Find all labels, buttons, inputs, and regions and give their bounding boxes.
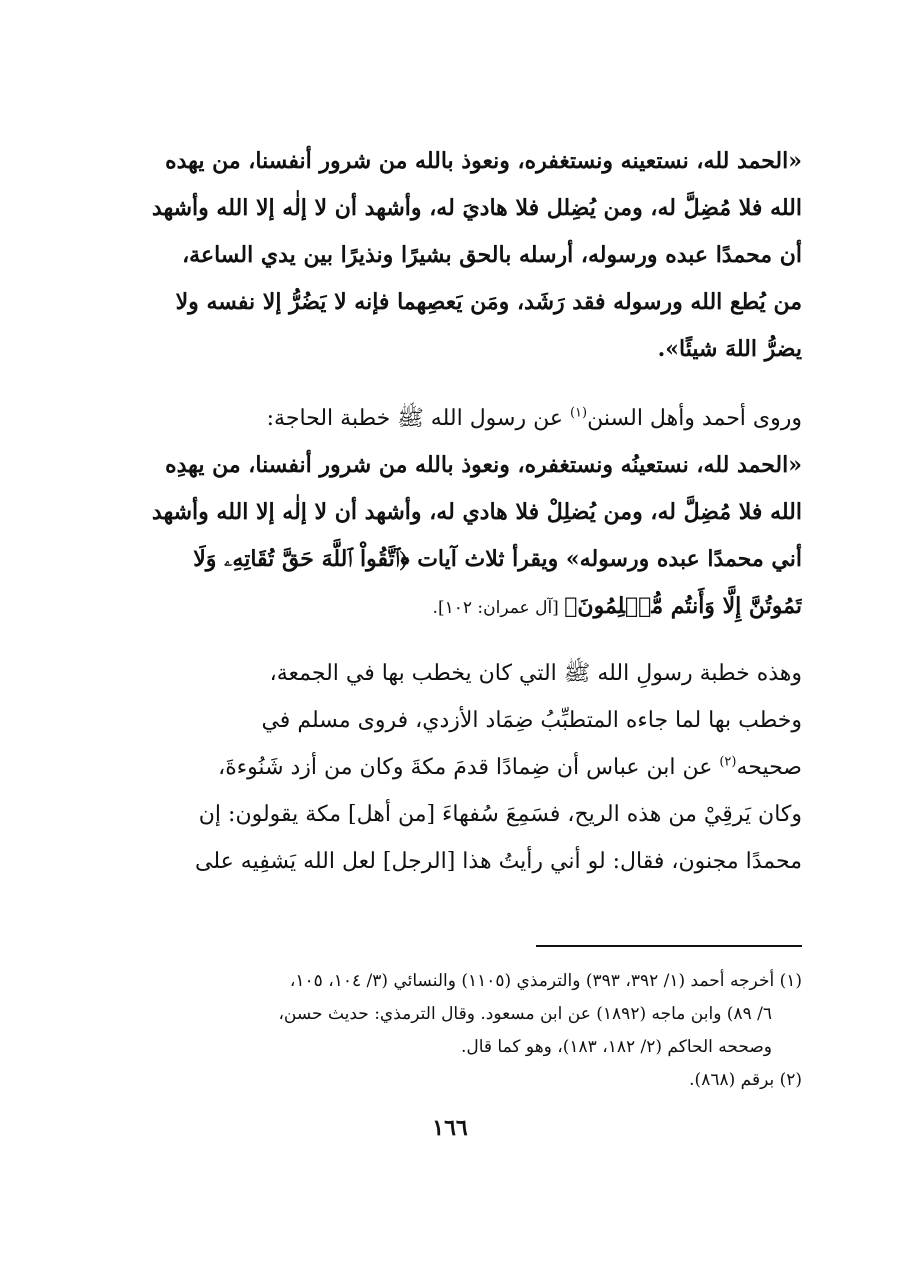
text-line: وكان يَرقِيْ من هذه الريح، فسَمِعَ سُفهاءَ [من أهل] مكة يقولون: إن	[198, 802, 802, 827]
quran-verse: تَمُوتُنَّ إِلَّا وَأَنتُم مُّسۡلِمُونَ﴾	[564, 593, 802, 619]
text-line: الله فلا مُضِلَّ له، ومن يُضِلل فلا هاديَ له، وأشهد أن لا إلٰه إلا الله وأشهد	[151, 195, 802, 221]
footnote-line: ٦/ ٨٩) وابن ماجه (١٨٩٢) عن ابن مسعود. وقال الترمذي: حديث حسن،	[278, 1004, 772, 1024]
text-line: وخطب بها لما جاءه المتطبِّبُ ضِمَاد الأزدي، فروى مسلم في	[261, 708, 802, 733]
footnote-line: (٢) برقم (٨٦٨).	[689, 1070, 802, 1090]
text-line: من يُطع الله ورسوله فقد رَشَد، ومَن يَعصِهما فإنه لا يَضُرُّ إلا نفسه ولا	[175, 289, 802, 315]
text-line: محمدًا مجنون، فقال: لو أني رأيتُ هذا [الرجل] لعل الله يَشفِيه على	[195, 849, 802, 874]
text-line: «الحمد لله، نستعينُه ونستغفره، ونعوذ بالله من شرور أنفسنا، من يهدِه	[165, 452, 802, 478]
main-text	[108, 138, 802, 885]
text-line	[108, 536, 802, 583]
text-line	[108, 395, 802, 442]
text-segment: عن ابن عباس أن ضِمادًا قدمَ مكةَ وكان من أزد شَنُوءةَ،	[218, 755, 720, 780]
footnotes	[108, 945, 802, 1097]
verse-reference: [آل عمران: ١٠٢].	[432, 598, 565, 618]
footnote-separator	[536, 945, 802, 947]
text-segment: وروى أحمد وأهل السنن	[587, 406, 802, 431]
footnote-line: (١) أخرجه أحمد (١/ ٣٩٢، ٣٩٣) والترمذي (١١٠٥) والنسائي (٣/ ١٠٤، ١٠٥،	[289, 971, 802, 991]
paragraph-dimad	[108, 650, 802, 885]
paragraph-spacer	[108, 630, 802, 650]
text-line: «الحمد لله، نستعينه ونستغفره، ونعوذ بالله من شرور أنفسنا، من يهده	[165, 148, 802, 174]
text-line: أن محمدًا عبده ورسوله، أرسله بالحق بشيرًا ونذيرًا بين يدي الساعة،	[182, 242, 802, 268]
page-number: ١٦٦	[432, 1115, 468, 1141]
paragraph-spacer	[108, 373, 802, 395]
text-segment: صحيحه	[736, 755, 802, 780]
quran-verse: ﴿ٱتَّقُواْ ٱللَّهَ حَقَّ تُقَاتِهِۦ وَلَا	[193, 546, 410, 572]
text-line	[108, 583, 802, 630]
text-segment: أني محمدًا عبده ورسوله» ويقرأ ثلاث آيات	[409, 546, 802, 572]
footnote-ref-1: (١)	[569, 405, 588, 421]
text-segment: عن رسول الله ﷺ خطبة الحاجة:	[266, 406, 570, 431]
text-line: يضرُّ اللهَ شيئًا».	[657, 336, 802, 362]
footnote-line: وصححه الحاكم (٢/ ١٨٢، ١٨٣)، وهو كما قال.	[460, 1037, 772, 1057]
text-line: الله فلا مُضِلَّ له، ومن يُضلِلْ فلا هادي له، وأشهد أن لا إلٰه إلا الله وأشهد	[151, 499, 802, 525]
footnote-ref-2: (٢)	[719, 754, 737, 770]
text-line: وهذه خطبة رسولِ الله ﷺ التي كان يخطب بها في الجمعة،	[269, 661, 802, 686]
paragraph-hadith	[108, 138, 802, 373]
text-line	[108, 744, 802, 791]
paragraph-khutbat-alhaja	[108, 395, 802, 630]
